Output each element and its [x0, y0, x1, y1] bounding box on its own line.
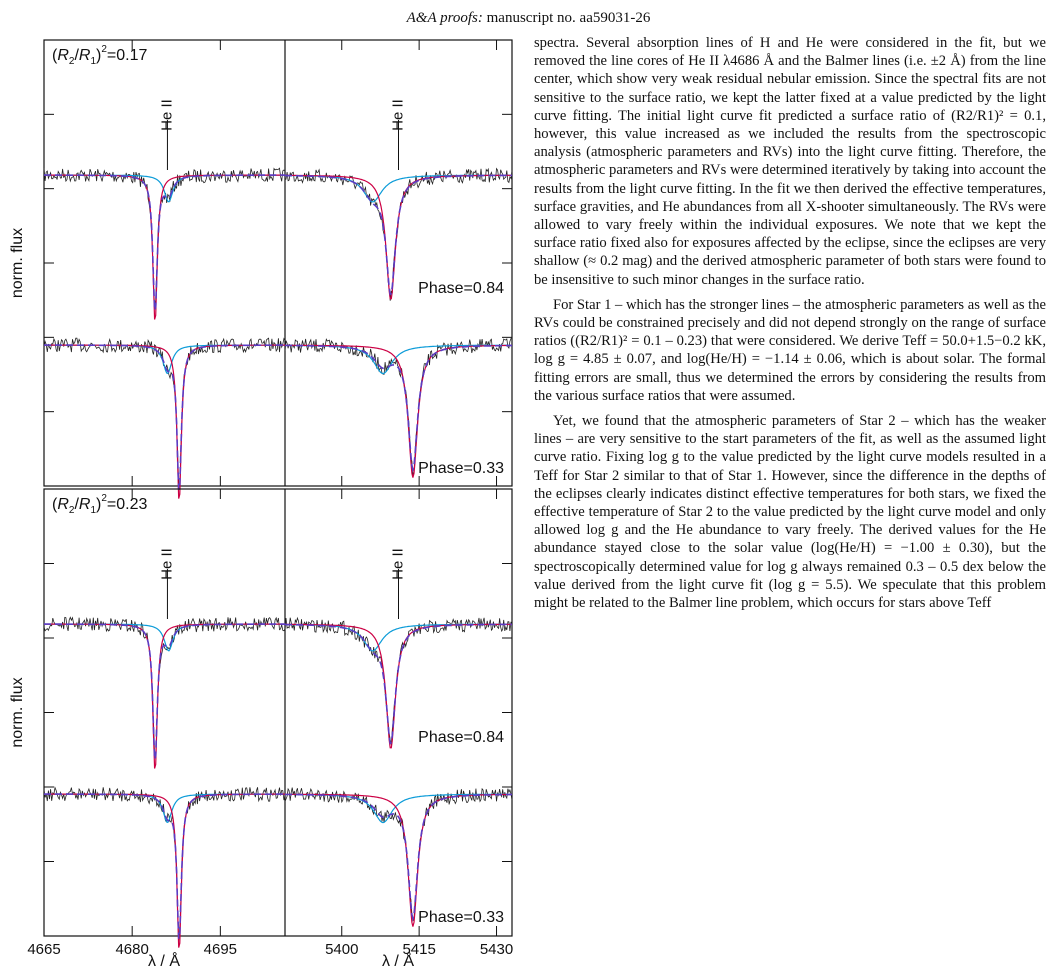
phase-label: Phase=0.84 [418, 280, 504, 297]
observed-spectrum [285, 339, 512, 476]
he-ii-label: He II [158, 548, 176, 580]
manuscript-number: manuscript no. aa59031-26 [486, 10, 651, 26]
observed-spectrum [44, 787, 285, 940]
observed-spectrum [44, 338, 285, 487]
paragraph-1: spectra. Several absorption lines of H and He were considered in the fit, but we removed the line cores of He II λ4686 Å and the Balmer lines (i.e. ±2 Å) from the line center, which show very weak residual nebular emission. Since the spectral fits are not sensitive to the surface ratio, we kept the latter fixed at a value predicted by the light curve fitting. The initial light curve fit predicted a surface ratio of (R2/R1)² = 0.1, however, this value increased as we included the results from the spectroscopic analysis (atmospheric parameters and RVs) into the light curve fitting. Therefore, the atmospheric parameters and RVs were determined iteratively by taking into account the results from the light curve fitting. In the fit we then derived the effective temperatures, surface gravities, and He abundances from all X-shooter simultaneously. The RVs were allowed to vary freely within the individual exposures. We note that we kept the surface ratio fixed also for exposures affected by the eclipse, since the eclipses are very shallow (≈ 0.2 mag) and the derived atmospheric parameter of both stars were found to be insensitive to such minor changes in the surface ratio. [534, 35, 1046, 288]
x-tick-label: 4695 [203, 941, 238, 958]
x-axis-label-right: λ / Å [381, 953, 415, 970]
model-star1-line [285, 624, 512, 651]
paragraph-2: For Star 1 – which has the stronger lines – the atmospheric parameters as well as the RVs could be constrained precisely and did not depend strongly on the range of surface ratios ((R2/R1)² = 0.1 – 0.23) that were considered. We derive Teff = 50.0+1.5−0.2 kK, log g = 4.85 ± 0.07, and log(He/H) = −1.14 ± 0.06, which is about solar. The formal fitting errors are small, thus we determined the errors by considering the results from the various surface ratios that were assumed. [534, 296, 1046, 404]
panel-frame [44, 40, 512, 486]
model-star2-line [285, 794, 512, 926]
y-axis-label: norm. flux [9, 227, 26, 299]
model-star2-line [285, 345, 512, 477]
composite-model-line [44, 624, 285, 759]
paragraph-3: Yet, we found that the atmospheric parameters of Star 2 – which has the weaker lines – are very sensitive to the start parameters of the fit, as well as the assumed light curve ratio. Fixing log g to the value predicted by the light curve models resulted in a Teff for Star 2 similar to that of Star 1. However, since the difference in the depths of the eclipses clearly indicates distinct effective temperatures for both stars, we fixed the effective temperature of Star 2 to the value predicted by the light curve model and only allowed log g and the He abundance to vary freely. The derived values for the He abundance stayed close to the solar value (log(He/H) = −1.00 ± 0.30), but the spectroscopically determined value for log g always remained 0.3 – 0.5 dex below the value derived from the light curve fit (log g = 5.5). We speculate that this problem might be related to the Balmer line problem, which occurs for stars above Teff [534, 413, 1046, 612]
observed-spectrum [285, 618, 512, 745]
he-ii-label: He II [158, 99, 176, 131]
ratio-label: $(R_2/R_1)^2=0.23$ [52, 493, 148, 516]
phase-label: Phase=0.84 [418, 729, 504, 746]
he-ii-label: He II [389, 99, 407, 131]
phase-label: Phase=0.33 [418, 909, 504, 926]
he-ii-label: He II [389, 548, 407, 580]
x-tick-label: 5400 [325, 941, 359, 958]
y-axis-label: norm. flux [9, 677, 26, 748]
observed-spectrum [285, 788, 512, 921]
composite-model-line [285, 624, 512, 743]
x-tick-label: 5415 [402, 941, 436, 958]
x-axis-label-left: λ / Å [147, 953, 181, 970]
body-text [534, 34, 1046, 619]
composite-model-line [44, 175, 285, 310]
composite-model-line [285, 175, 512, 294]
model-star1-line [285, 175, 512, 202]
panel-frame [44, 489, 512, 936]
ratio-label: $(R_2/R_1)^2=0.17$ [52, 44, 148, 67]
x-tick-label: 4665 [27, 941, 61, 958]
x-tick-label: 4680 [115, 941, 149, 958]
observed-spectrum [44, 617, 285, 755]
journal-name: A&A proofs: [406, 10, 483, 26]
phase-label: Phase=0.33 [418, 460, 504, 477]
observed-spectrum [44, 168, 285, 307]
x-tick-label: 5430 [479, 941, 514, 958]
